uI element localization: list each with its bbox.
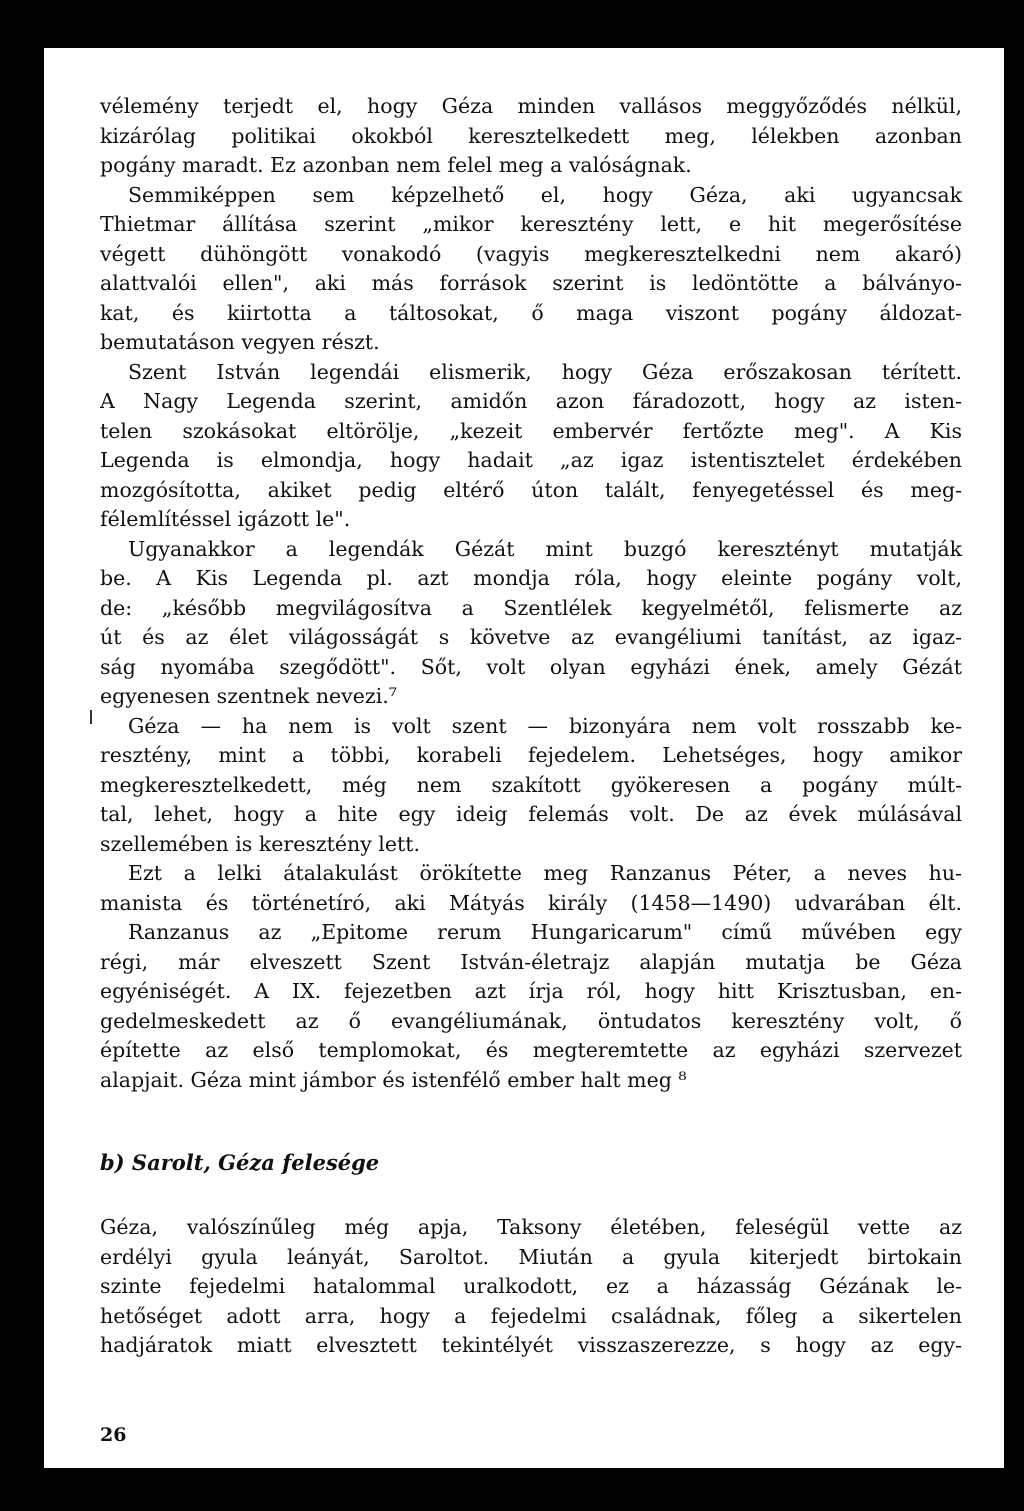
text-line: Legenda is elmondja, hogy hadait „az igaz istentisztelet érdekében [100, 448, 962, 472]
text-line: tal, lehet, hogy a hite egy ideig felemás volt. De az évek múlásával [100, 802, 962, 826]
text-line: Géza, valószínűleg még apja, Taksony életében, feleségül vette az [100, 1215, 962, 1239]
text-line: mozgósította, akiket pedig eltérő úton talált, fenyegetéssel és meg- [100, 477, 962, 502]
text-line: félemlítéssel igázott le". [100, 507, 351, 531]
text-line: manista és történetíró, aki Mátyás király (1458—1490) udvarában élt. [100, 890, 962, 915]
text-line: hadjáratok miatt elvesztett tekintélyét visszaszerezze, s hogy az egy- [100, 1333, 962, 1357]
text-line: végett dühöngött vonakodó (vagyis megkeresztelkedni nem akaró) [100, 241, 962, 266]
text-line: Ugyanakkor a legendák Gézát mint buzgó keresztényt mutatják [128, 536, 962, 561]
text-line: erdélyi gyula leányát, Saroltot. Miután a gyula kiterjedt birtokain [100, 1244, 962, 1269]
text-line: építette az első templomokat, és megteremtette az egyházi szervezet [100, 1038, 962, 1062]
text-line: vélemény terjedt el, hogy Géza minden vallásos meggyőződés nélkül, [100, 94, 962, 118]
text-line: gedelmeskedett az ő evangéliumának, öntudatos keresztény volt, ő [100, 1008, 962, 1033]
text-line: út és az élet világosságát s követve az evangéliumi tanítást, az igaz- [100, 625, 962, 649]
text-line: Semmiképpen sem képzelhető el, hogy Géza, aki ugyancsak [128, 182, 962, 207]
text-line: de: „később megvilágosítva a Szentlélek kegyelmétől, felismerte az [100, 595, 962, 620]
page-number: 26 [100, 1424, 127, 1446]
margin-mark [90, 710, 92, 724]
text-line: hetőséget adott arra, hogy a fejedelmi családnak, főleg a sikertelen [100, 1303, 962, 1328]
text-line: resztény, mint a többi, korabeli fejedelem. Lehetséges, hogy amikor [100, 743, 962, 767]
body-text-section [100, 1213, 962, 1361]
text-line: bemutatáson vegyen részt. [100, 330, 380, 354]
text-line: Ranzanus az „Epitome rerum Hungaricarum" című művében egy [128, 920, 962, 944]
text-line: szellemében is keresztény lett. [100, 831, 420, 856]
text-line: be. A Kis Legenda pl. azt mondja róla, hogy eleinte pogány volt, [100, 566, 962, 590]
text-line: kat, és kiirtotta a táltosokat, ő maga viszont pogány áldozat- [100, 300, 962, 325]
text-line: alattvalói ellen", aki más források szerint is ledöntötte a bálványo- [100, 271, 962, 295]
text-line: régi, már elveszett Szent István-életrajz alapján mutatja be Géza [100, 949, 962, 974]
text-line: Thietmar állítása szerint „mikor keresztény lett, e hit megerősítése [100, 212, 962, 236]
text-line: Ezt a lelki átalakulást örökítette meg Ranzanus Péter, a neves hu- [128, 861, 962, 885]
text-line: szinte fejedelmi hatalommal uralkodott, ez a házasság Gézának le- [100, 1274, 962, 1298]
text-line: ság nyomába szegődött". Sőt, volt olyan egyházi ének, amely Gézát [100, 654, 962, 679]
section-heading: b) Sarolt, Géza felesége [100, 1150, 380, 1175]
text-line: egyéniségét. A IX. fejezetben azt írja ról, hogy hitt Krisztusban, en- [100, 979, 962, 1003]
text-line: kizárólag politikai okokból keresztelkedett meg, lélekben azonban [100, 123, 962, 148]
text-line: A Nagy Legenda szerint, amidőn azon fáradozott, hogy az isten- [100, 389, 962, 413]
text-line: Szent István legendái elismerik, hogy Géza erőszakosan térített. [128, 359, 962, 384]
text-line: pogány maradt. Ez azonban nem felel meg a valóságnak. [100, 153, 692, 177]
text-line: Géza — ha nem is volt szent — bizonyára nem volt rosszabb ke- [128, 713, 962, 738]
body-text-main [100, 92, 962, 1095]
text-line: egyenesen szentnek nevezi.⁷ [100, 684, 397, 708]
text-line: telen szokásokat eltörölje, „kezeit embervér fertőzte meg". A Kis [100, 418, 962, 443]
text-line: megkeresztelkedett, még nem szakított gyökeresen a pogány múlt- [100, 772, 962, 797]
text-line: alapjait. Géza mint jámbor és istenfélő ember halt meg ⁸ [100, 1067, 687, 1092]
